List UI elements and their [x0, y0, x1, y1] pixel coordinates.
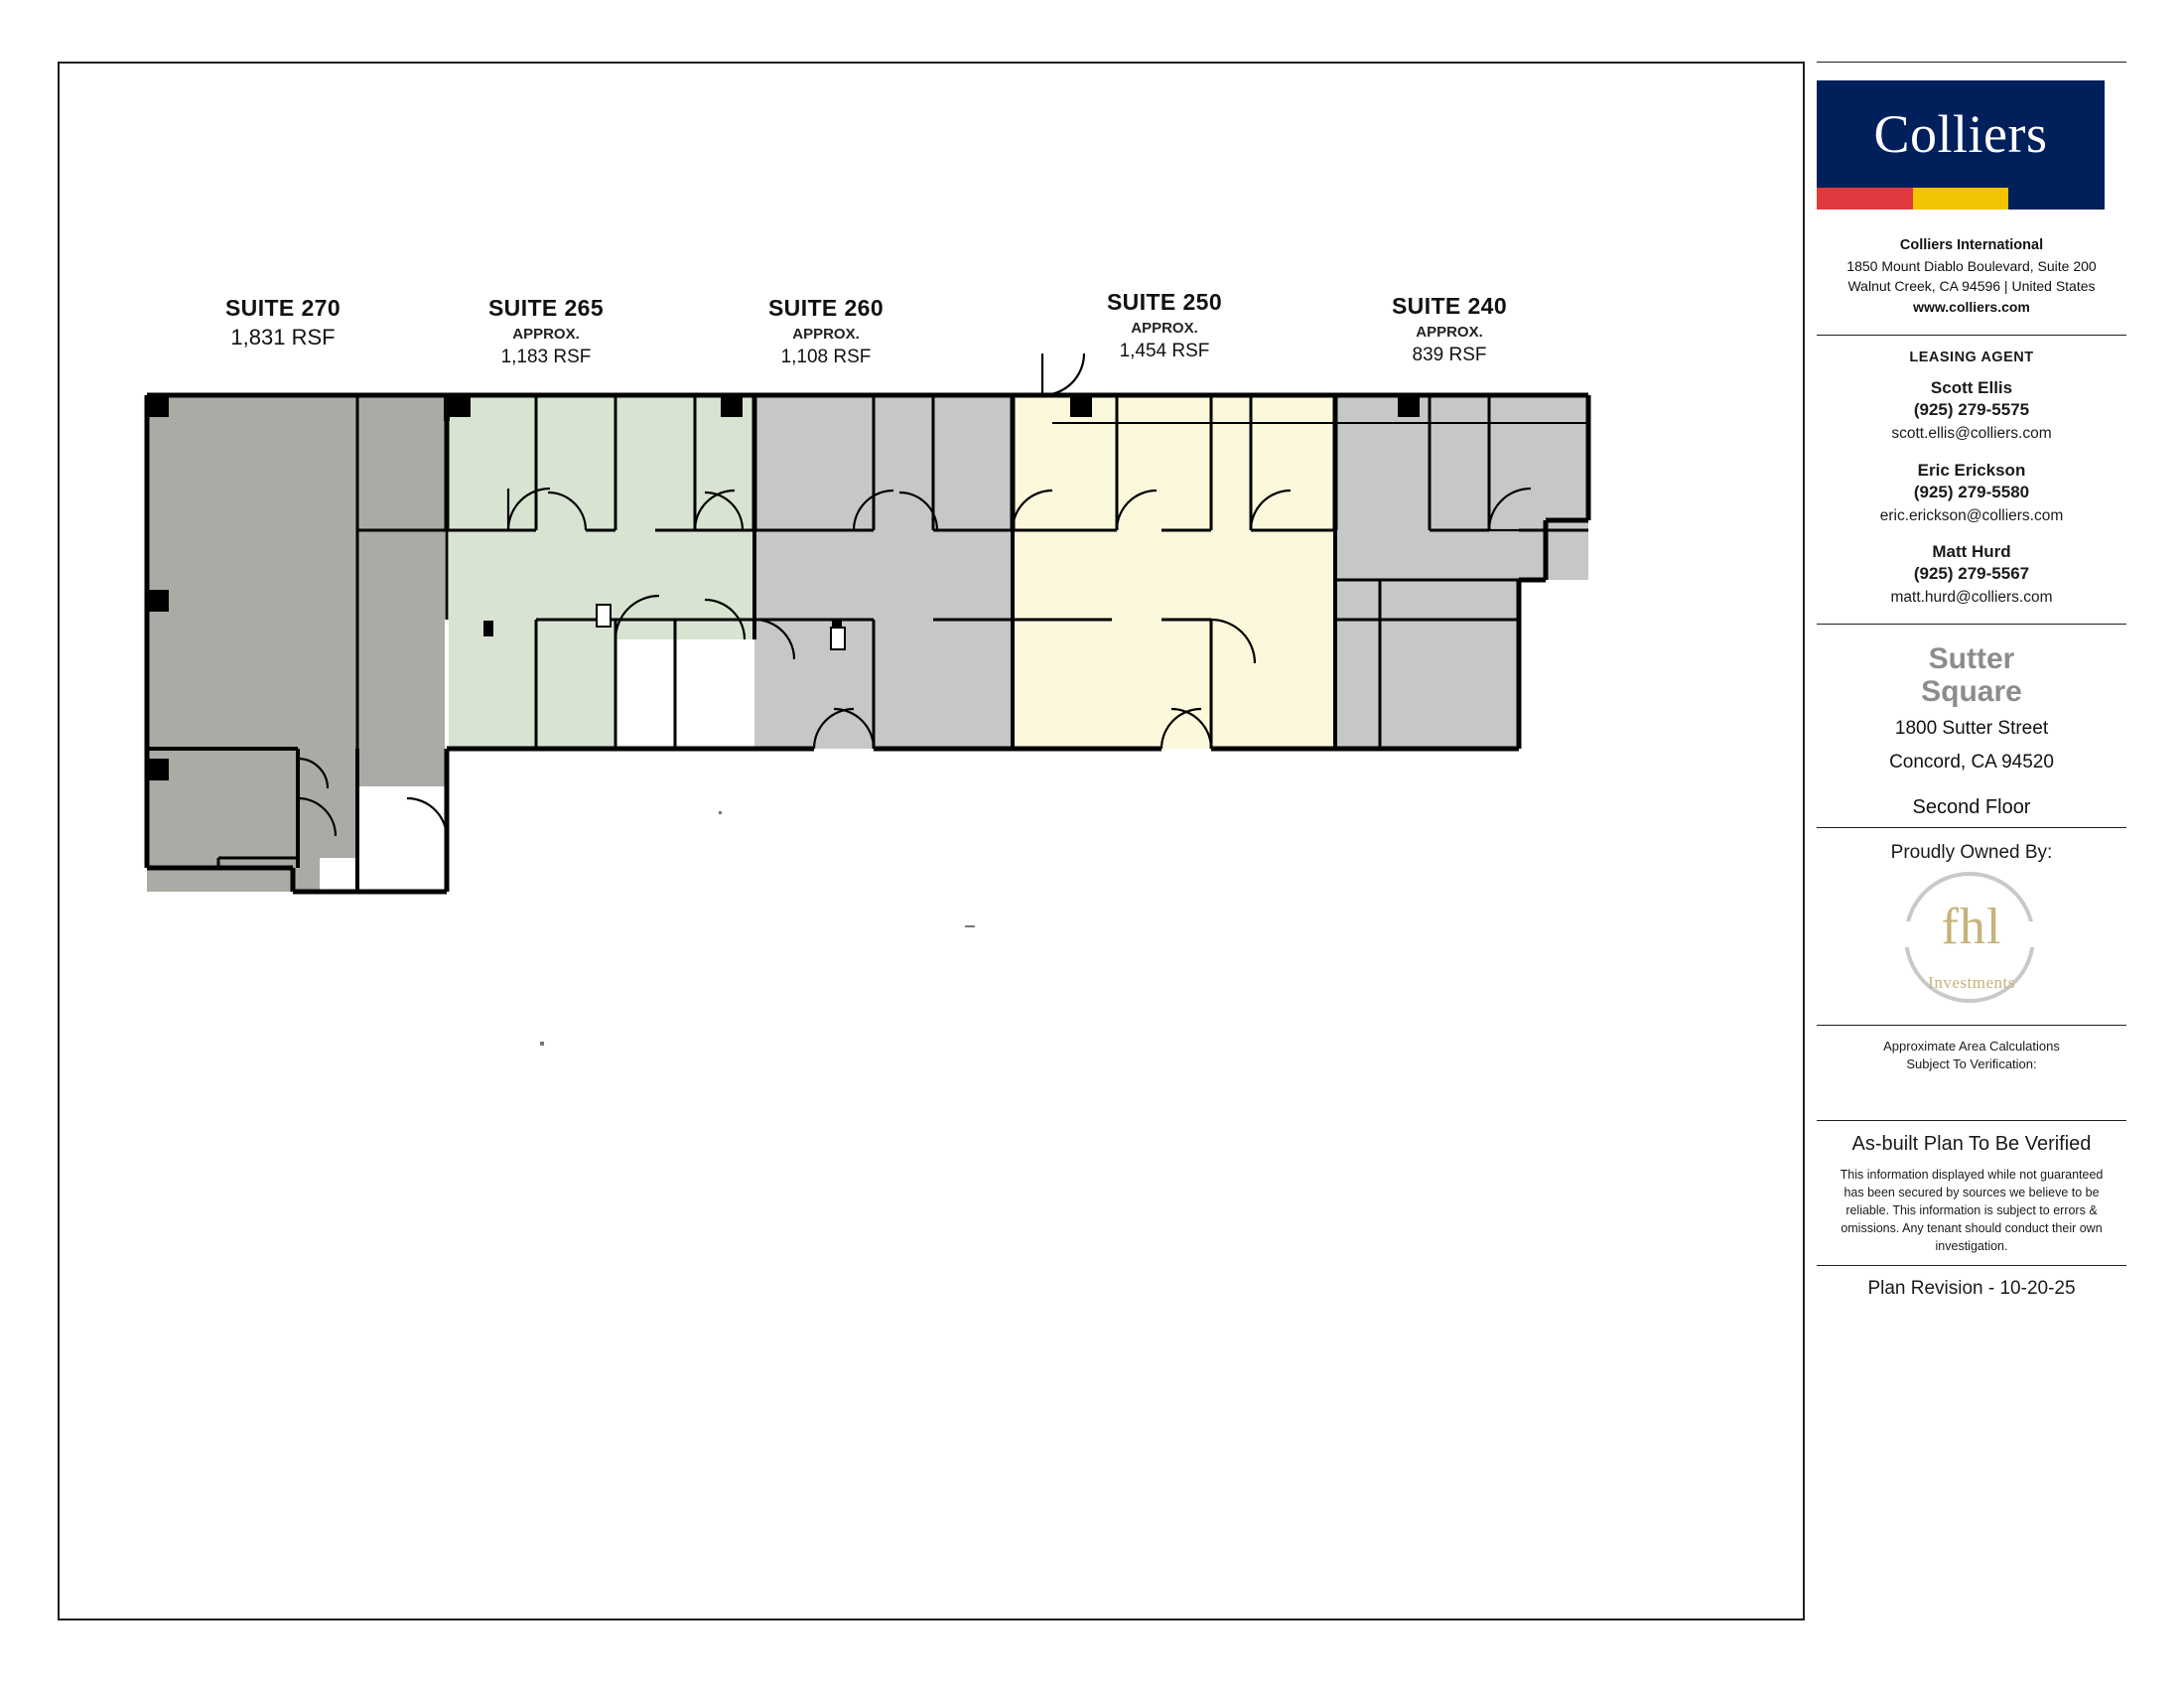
agent-phone[interactable]: (925) 279-5575 — [1913, 400, 2030, 419]
building-address-line1: 1800 Sutter Street — [1894, 717, 2049, 739]
divider — [1817, 1265, 2126, 1266]
stripe-yellow — [1913, 188, 2009, 210]
as-built-note: As-built Plan To Be Verified — [1851, 1132, 2092, 1155]
suite-name: SUITE 240 — [1391, 293, 1508, 319]
column — [449, 395, 471, 417]
suite-rsf: 1,183 RSF — [500, 346, 592, 367]
company-address-line1: 1850 Mount Diablo Boulevard, Suite 200 — [1846, 258, 2097, 275]
suite-label-270 — [174, 294, 392, 351]
agent-card — [1817, 541, 2126, 610]
suite-approx: APPROX. — [512, 325, 580, 343]
divider — [1817, 827, 2126, 828]
agent-email[interactable]: matt.hurd@colliers.com — [1890, 589, 2053, 607]
company-address-line2: Walnut Creek, CA 94596 | United States — [1847, 278, 2096, 295]
stripe-blue — [2008, 188, 2105, 210]
plan-drawing-frame — [58, 62, 1805, 1620]
agent-name: Matt Hurd — [1932, 542, 2011, 562]
divider — [1817, 62, 2126, 63]
building-info — [1817, 642, 2126, 819]
suite-270-fill — [147, 395, 357, 892]
area-calc-line1: Approximate Area Calculations — [1883, 1039, 2060, 1055]
plan-revision: Plan Revision - 10-20-25 — [1867, 1278, 2076, 1300]
suite-name: SUITE 260 — [767, 295, 885, 321]
colliers-wordmark: Colliers — [1873, 104, 2048, 164]
building-name-line1: Sutter — [1928, 641, 2015, 675]
suite-240-fill — [1335, 395, 1588, 749]
building-name-line2: Square — [1921, 674, 2022, 708]
suite-label-260 — [727, 294, 925, 368]
divider — [1817, 1120, 2126, 1121]
info-panel — [1817, 62, 2126, 1620]
misc-marks — [540, 811, 975, 1046]
agent-email[interactable]: eric.erickson@colliers.com — [1879, 506, 2064, 524]
suite-250-fill — [1013, 395, 1335, 749]
agent-card — [1817, 460, 2126, 528]
disclaimer-text: This information displayed while not guaranteed has been secured by sources we believe to be reliable. This information is subject to errors & omissions. Any tenant should conduct their own investigation. — [1840, 1167, 2104, 1254]
owner-section — [1817, 842, 2126, 1019]
suite-approx: APPROX. — [792, 325, 860, 343]
column — [721, 395, 743, 417]
column — [1398, 395, 1420, 417]
owned-by-label: Proudly Owned By: — [1890, 842, 2053, 864]
column — [147, 590, 169, 612]
suite-270-fill-b — [357, 395, 445, 786]
suite-label-250 — [1065, 288, 1264, 362]
suite-rsf: 1,108 RSF — [780, 346, 872, 367]
divider — [1817, 624, 2126, 625]
fhl-wordmark: Investments — [1928, 973, 2015, 993]
suite-name: SUITE 265 — [487, 295, 605, 321]
column — [483, 621, 493, 636]
agent-card — [1817, 377, 2126, 446]
area-calc-line2: Subject To Verification: — [1906, 1056, 2037, 1072]
suite-rsf: 839 RSF — [1412, 344, 1487, 365]
column — [1070, 395, 1092, 417]
suite-rsf: 1,831 RSF — [230, 324, 336, 350]
agent-name: Eric Erickson — [1917, 460, 2026, 480]
colliers-logo — [1817, 80, 2105, 210]
suite-approx: APPROX. — [1416, 323, 1483, 341]
divider — [1817, 1025, 2126, 1026]
fhl-investments-logo — [1897, 870, 2046, 1019]
suite-label-240 — [1350, 292, 1549, 366]
company-name: Colliers International — [1899, 237, 2044, 253]
suite-name: SUITE 270 — [224, 295, 341, 321]
company-website[interactable]: www.colliers.com — [1913, 298, 2030, 315]
building-floor: Second Floor — [1912, 796, 2031, 819]
agent-phone[interactable]: (925) 279-5567 — [1913, 564, 2030, 584]
fhl-monogram: fhl — [1941, 899, 2002, 956]
suite-rsf: 1,454 RSF — [1119, 340, 1210, 361]
colliers-logo-block — [1817, 80, 2105, 188]
building-address-line2: Concord, CA 94520 — [1889, 751, 2054, 773]
agent-phone[interactable]: (925) 279-5580 — [1913, 482, 2030, 501]
column — [147, 395, 169, 417]
leasing-agent-heading: LEASING AGENT — [1909, 349, 2034, 365]
agent-email[interactable]: scott.ellis@colliers.com — [1891, 425, 2052, 443]
suite-label-265 — [447, 294, 645, 368]
company-address — [1817, 235, 2126, 317]
suite-approx: APPROX. — [1131, 319, 1198, 337]
divider — [1817, 335, 2126, 336]
suite-fills — [147, 395, 1588, 892]
suite-265-fill — [449, 395, 754, 749]
stripe-red — [1817, 188, 1913, 210]
suite-260-fill — [754, 395, 1013, 749]
area-calc-note — [1817, 1038, 2126, 1073]
leasing-agent-section — [1817, 350, 2126, 610]
colliers-logo-stripes — [1817, 188, 2105, 210]
suite-name: SUITE 250 — [1106, 289, 1223, 315]
agent-name: Scott Ellis — [1930, 377, 2013, 397]
column — [147, 759, 169, 780]
